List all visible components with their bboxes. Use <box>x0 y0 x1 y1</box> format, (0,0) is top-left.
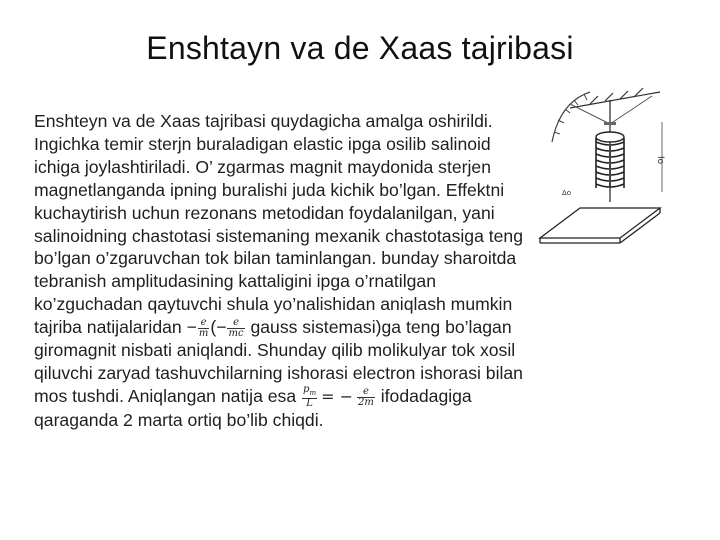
light-ray <box>570 104 610 124</box>
dimension-label: Ιο <box>655 156 665 165</box>
fraction-pm-over-l: $\frac{p_m}{L}$ <box>303 384 317 410</box>
text-line-7: bo’lgan o’zgaruvchan tok bilan taminlangan. bunday sharoitda <box>34 248 517 269</box>
ceiling-support <box>570 88 660 108</box>
fraction-e-over-m: $\frac{e}{m}$ <box>198 317 209 339</box>
equals-minus: = − <box>321 386 353 406</box>
text-line-3: ichiga joylashtiriladi. O’ zgarmas magnit maydonida sterjen <box>34 156 491 177</box>
text-line-9: ko’zguchadan qaytuvchi shula yo’nalishidan aniqlash mumkin <box>34 294 513 315</box>
text-line-5: kuchaytirish uchun rezonans metodidan foydalanilgan, yani <box>34 202 495 223</box>
text-line-11: giromagnit nisbati aniqlandi. Shunday qilib molikulyar tok xosil <box>34 340 516 361</box>
line13-part-b: ifodadagiga <box>375 385 472 406</box>
side-label: Δο <box>562 189 572 197</box>
text-line-10 <box>34 316 574 339</box>
text-line-14: qaraganda 2 marta ortiq bo’lib chiqdi. <box>34 410 324 431</box>
text-line-4: magnetlanganda ipning buralishi juda kichik bo’lgan. Effektni <box>34 179 505 200</box>
fraction-e-over-mc: $\frac{e}{mc}$ <box>228 317 244 339</box>
text-line-8: tebranish amplitudasining kattaligini ipga o’rnatilgan <box>34 271 436 292</box>
line10-part-c: gauss sistemasi)ga teng bo’lagan <box>245 317 512 338</box>
text-line-6: salinoidning chastotasi sistemaning mexanik chastotasiga teng <box>34 225 523 246</box>
text-line-12: qiluvchi zaryad tashuvchilarning ishorasi electron ishorasi bilan <box>34 362 523 383</box>
line10-part-a: tajriba natijalaridan − <box>34 317 197 338</box>
fraction-e-over-2m: $\frac{e}{2m}$ <box>357 385 374 408</box>
body-text <box>34 110 574 432</box>
solenoid-top <box>596 132 624 142</box>
line10-part-b: (− <box>210 317 227 338</box>
text-line-1: Enshteyn va de Xaas tajribasi quydagicha amalga oshirildi. <box>34 111 493 131</box>
slide-title: Enshtayn va de Xaas tajribasi <box>146 30 574 66</box>
mirror <box>604 122 616 125</box>
line13-part-a: mos tushdi. Aniqlangan natija esa <box>34 385 302 406</box>
text-line-2: Ingichka temir sterjn buraladigan elastic ipga osilib salinoid <box>34 133 491 154</box>
text-line-13 <box>34 385 574 409</box>
